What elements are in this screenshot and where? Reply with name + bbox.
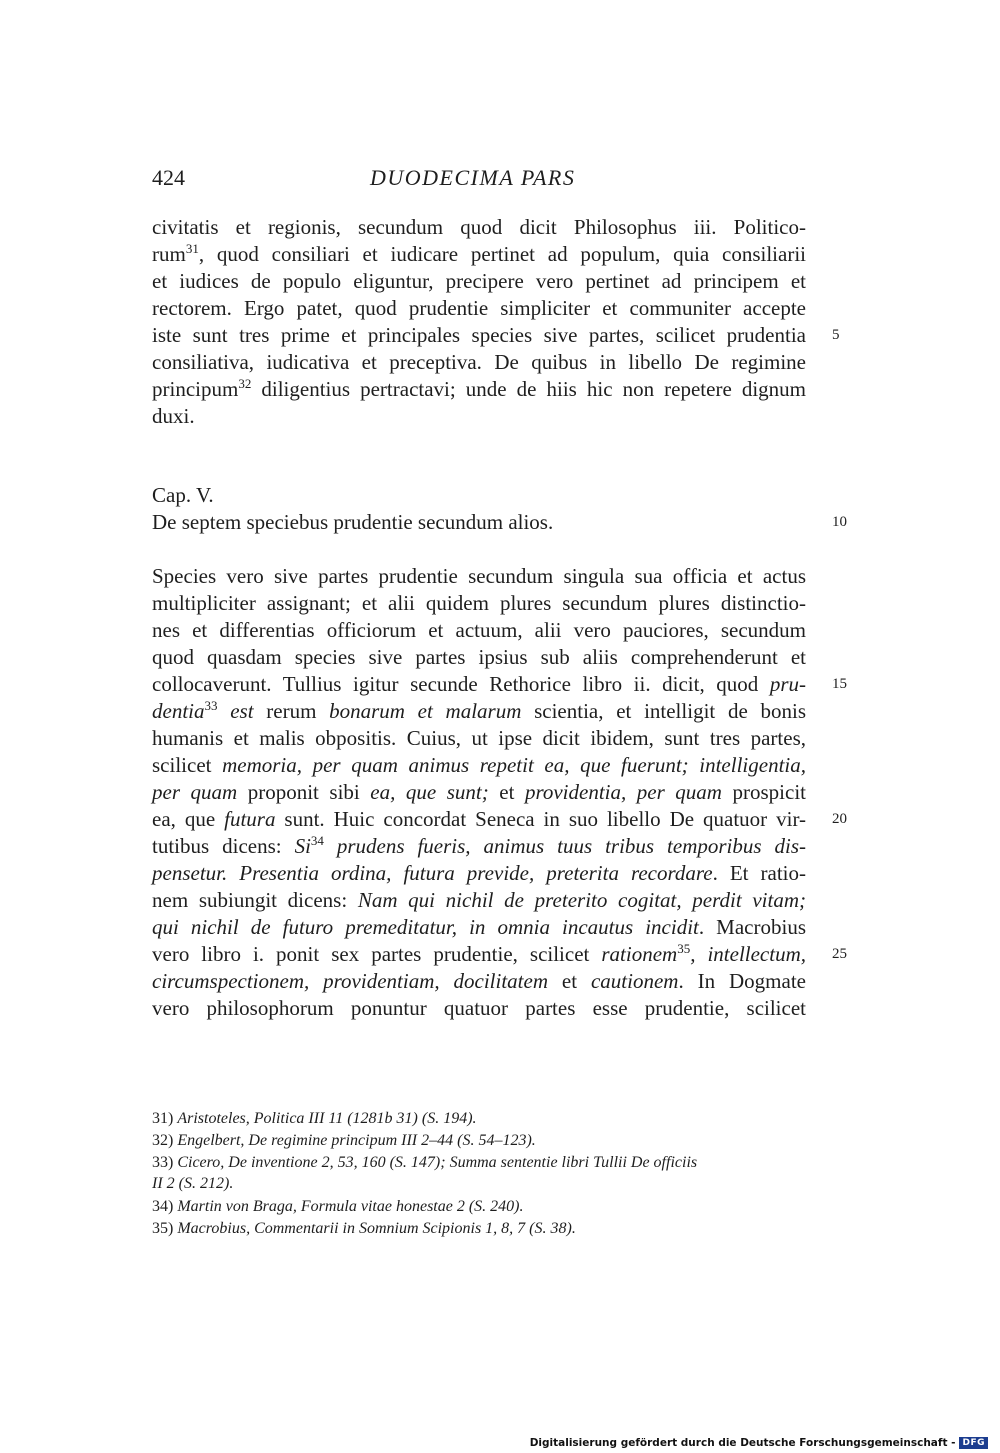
footnote (152, 1130, 536, 1151)
text-line: nem subiungit dicens: Nam qui nichil de preterito cogitat, perdit vitam; (152, 888, 806, 912)
footnote-reference: II 2 (S. 212). (152, 1175, 234, 1192)
text-line: per quam proponit sibi ea, que sunt; et providentia, per quam prospicit (152, 780, 806, 804)
line-number: 5 (832, 327, 840, 343)
text-line: et iudices de populo eliguntur, precipere vero pertinet ad principem et (152, 269, 806, 293)
line-number: 10 (832, 514, 847, 530)
text-line: scilicet memoria, per quam animus repetit ea, que fuerunt; intelligentia, (152, 753, 806, 777)
text-line: qui nichil de futuro premeditatur, in omnia incautus incidit. Macrobius (152, 915, 806, 939)
footnote-reference: Martin von Braga, Formula vitae honestae 2 (S. 240). (177, 1198, 524, 1215)
text-line: ea, que futura sunt. Huic concordat Seneca in suo libello De quatuor vir- (152, 807, 807, 831)
footnote-marker: 33 (204, 698, 218, 713)
footnote-number: 32) (152, 1132, 174, 1149)
text-line: collocaverunt. Tullius igitur secunde Rethorice libro ii. dicit, quod pru- (152, 672, 806, 696)
text-line: circumspectionem, providentiam, docilitatem et cautionem. In Dogmate (152, 969, 806, 993)
footnote (152, 1218, 576, 1239)
footnote (152, 1152, 697, 1173)
footnote (152, 1108, 477, 1129)
text-line: pensetur. Presentia ordina, futura previde, preterita recordare. Et ratio- (152, 861, 806, 885)
footnote-reference: Macrobius, Commentarii in Somnium Scipionis 1, 8, 7 (S. 38). (177, 1220, 576, 1237)
text-line: nes et differentias officiorum et actuum, alii vero pauciores, secundum (152, 618, 806, 642)
footnote-continuation (152, 1173, 233, 1194)
text-line: humanis et malis obpositis. Cuius, ut ipse dicit ibidem, sunt tres partes, (152, 726, 806, 750)
funding-text: Digitalisierung gefördert durch die Deutsche Forschungsgemeinschaft - (529, 1437, 956, 1449)
footnote-number: 34) (152, 1198, 174, 1215)
text-line: duxi. (152, 404, 195, 428)
page-number: 424 (152, 165, 185, 190)
text-line: iste sunt tres prime et principales species sive partes, scilicet prudentia (152, 323, 806, 347)
line-number: 20 (832, 811, 847, 827)
footnote-marker: 32 (238, 376, 252, 391)
chapter-title: De septem speciebus prudentie secundum alios. (152, 510, 554, 534)
text-line: rectorem. Ergo patet, quod prudentie simpliciter et communiter accepte (152, 296, 806, 320)
footnote-reference: Cicero, De inventione 2, 53, 160 (S. 147); Summa sententie libri Tullii De officiis (177, 1154, 698, 1171)
text-line: dentia$^{33}$ est rerum bonarum et malarum scientia, et intelligit de bonis (152, 698, 806, 723)
text-line: multipliciter assignant; et alii quidem plures secundum plures distinctio- (152, 591, 806, 615)
footnote-number: 31) (152, 1110, 174, 1127)
chapter-label: Cap. V. (152, 483, 214, 507)
line-number: 15 (832, 676, 847, 692)
line-number: 25 (832, 946, 847, 962)
text-line: consiliativa, iudicativa et preceptiva. De quibus in libello De regimine (152, 350, 806, 374)
dfg-logo: DFG (959, 1437, 988, 1449)
footnote-marker: 31 (185, 241, 199, 256)
funding-footer (530, 1437, 988, 1449)
text-line: civitatis et regionis, secundum quod dicit Philosophus iii. Politico- (152, 215, 806, 239)
text-line: vero libro i. ponit sex partes prudentie, scilicet rationem$^{35}$, intellectum, (152, 941, 806, 966)
footnote-number: 33) (152, 1154, 174, 1171)
text-line: quod quasdam species sive partes ipsius sub aliis comprehenderunt et (152, 645, 806, 669)
text-line: Species vero sive partes prudentie secundum singula sua officia et actus (152, 564, 806, 588)
text-line: vero philosophorum ponuntur quatuor partes esse prudentie, scilicet (152, 996, 806, 1020)
footnote-reference: Aristoteles, Politica III 11 (1281b 31) (S. 194). (177, 1110, 477, 1127)
footnote-marker: 34 (310, 833, 324, 848)
text-line: rum$^{31}$, quod consiliari et iudicare pertinet ad populum, quia consiliarii (152, 241, 806, 266)
footnote-reference: Engelbert, De regimine principum III 2–44 (S. 54–123). (177, 1132, 536, 1149)
text-line: tutibus dicens: Si$^{34}$ prudens fueris, animus tuus tribus temporibus dis- (152, 833, 806, 858)
footnote-marker: 35 (677, 941, 691, 956)
footnote (152, 1196, 524, 1217)
running-head: DUODECIMA PARS (370, 165, 576, 190)
text-line: principum$^{32}$ diligentius pertractavi; unde de hiis hic non repetere dignum (152, 376, 806, 401)
footnote-number: 35) (152, 1220, 174, 1237)
